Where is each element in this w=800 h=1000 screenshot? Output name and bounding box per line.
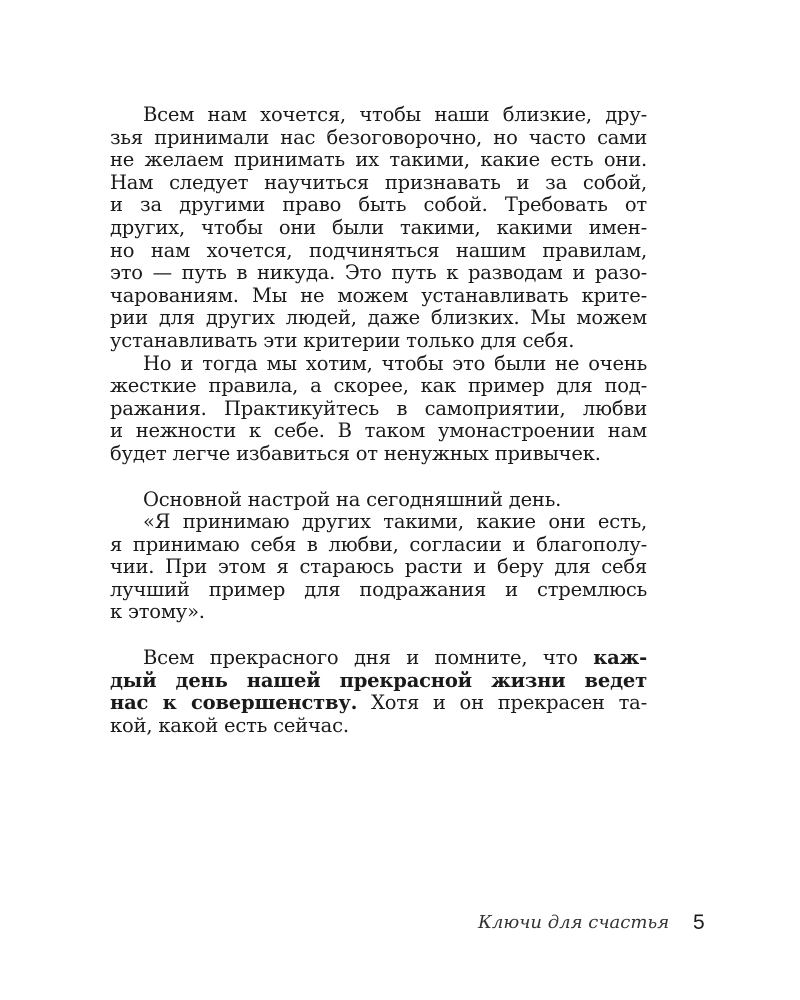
text-line: других, чтобы они были такими, какими имен- <box>110 215 647 239</box>
text-line: Но и тогда мы хотим, чтобы это были не очень <box>143 351 647 375</box>
paragraph-spacer <box>110 466 647 489</box>
text-line: зья принимали нас безоговорочно, но часто сами <box>110 125 647 149</box>
text-line: кой, какой есть сейчас. <box>110 713 349 737</box>
text-line: и за другими право быть собой. Требовать от <box>110 193 647 217</box>
text-line: лучший пример для подражания и стремлюсь <box>110 577 647 601</box>
page-body <box>110 104 647 737</box>
paragraph-2 <box>110 353 647 466</box>
regular-text: Всем прекрасного дня и помните, что <box>143 646 594 670</box>
text-line: чарованиям. Мы не можем устанавливать крите- <box>110 283 647 307</box>
bold-text: каж- <box>593 646 647 670</box>
text-line: будет легче избавиться от ненужных привычек. <box>110 441 601 465</box>
text-line: рии для других людей, даже близких. Мы можем <box>110 306 647 330</box>
paragraph-3 <box>110 489 647 512</box>
paragraph-4-affirmation <box>110 511 647 624</box>
bold-text: нас к совершенству. <box>110 691 358 715</box>
text-line: Нам следует научиться признавать и за собой, <box>110 170 647 194</box>
bold-text: дый день нашей прекрасной жизни ведет <box>110 668 647 692</box>
text-line: Всем нам хочется, чтобы наши близкие, дру- <box>143 103 647 126</box>
text-line: но нам хочется, подчиняться нашим правилам, <box>110 238 647 262</box>
text-line: Основной настрой на сегодняшний день. <box>143 487 562 511</box>
text-line: к этому». <box>110 600 205 624</box>
regular-text: Хотя и он прекрасен та- <box>357 691 647 715</box>
text-line: это — путь в никуда. Это путь к разводам и разо- <box>110 261 647 285</box>
text-line: жесткие правила, а скорее, как пример для под- <box>110 374 647 398</box>
text-line: ражания. Практикуйтесь в самоприятии, любви <box>110 396 647 420</box>
text-line: я принимаю себя в любви, согласии и благополу- <box>110 532 647 556</box>
paragraph-5 <box>110 647 647 737</box>
text-line: не желаем принимать их такими, какие есть они. <box>110 148 647 172</box>
text-line: чии. При этом я стараюсь расти и беру для себя <box>110 555 647 579</box>
running-footer-book-title: Ключи для счастья <box>478 912 670 933</box>
paragraph-spacer <box>110 624 647 647</box>
paragraph-1 <box>110 104 647 353</box>
text-line <box>110 692 647 715</box>
text-line <box>110 670 647 693</box>
text-line: устанавливать эти критерии только для себя. <box>110 328 575 352</box>
text-line <box>110 647 647 670</box>
page-number: 5 <box>693 911 705 934</box>
text-line: и нежности к себе. В таком умонастроении нам <box>110 419 647 443</box>
text-line: «Я принимаю других такими, какие они есть, <box>143 510 647 534</box>
